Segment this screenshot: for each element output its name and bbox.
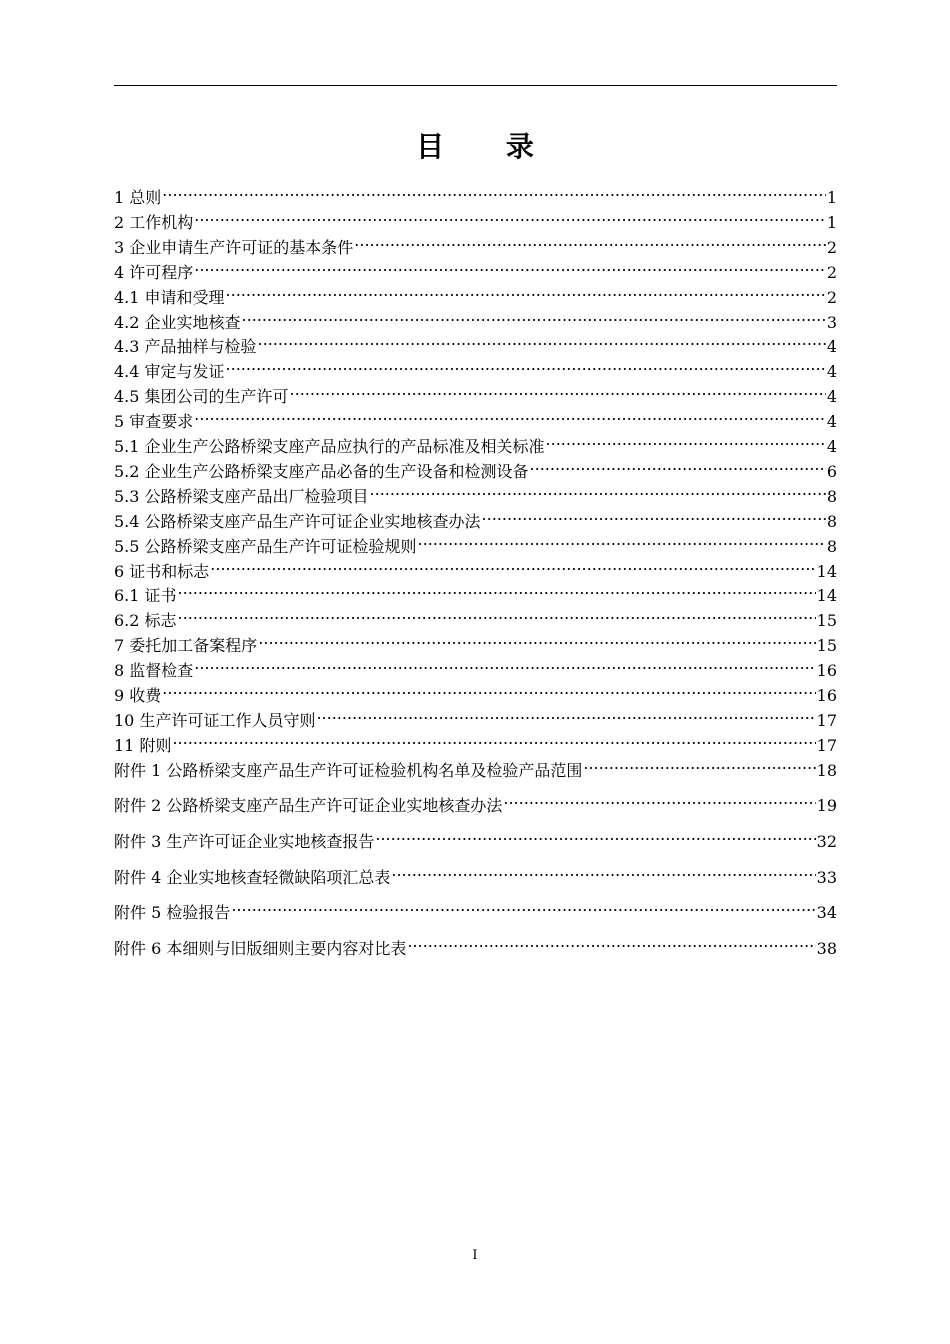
toc-entry-page: 2 xyxy=(826,237,837,257)
toc-entry-page: 4 xyxy=(826,412,837,432)
toc-entry-label: 附件 2 公路桥梁支座产品生产许可证企业实地核查办法 xyxy=(114,796,503,816)
toc-entry-label: 5.4 公路桥梁支座产品生产许可证企业实地核查办法 xyxy=(114,511,481,531)
toc-entry[interactable] xyxy=(114,929,837,958)
toc-entry-label: 附件 6 本细则与旧版细则主要内容对比表 xyxy=(114,938,407,958)
toc-dot-leader xyxy=(242,303,826,328)
toc-entry-page: 32 xyxy=(816,831,837,851)
toc-entry-label: 4 许可程序 xyxy=(114,262,194,282)
toc-entry-label: 8 监督检查 xyxy=(114,661,194,681)
toc-entry-page: 33 xyxy=(816,867,837,887)
toc-entry[interactable] xyxy=(114,278,837,307)
toc-entry-label: 4.3 产品抽样与检验 xyxy=(114,337,257,357)
toc-dot-leader xyxy=(194,402,826,427)
toc-entry[interactable] xyxy=(114,552,837,581)
page-number: I xyxy=(472,1248,478,1263)
toc-dot-leader xyxy=(226,352,826,377)
toc-entry[interactable] xyxy=(114,527,837,556)
toc-entry-label: 6.1 证书 xyxy=(114,586,177,606)
toc-entry-page: 14 xyxy=(816,586,837,606)
toc-entry-label: 5 审查要求 xyxy=(114,412,194,432)
page-title: 目 录 xyxy=(416,130,560,163)
toc-entry-page: 15 xyxy=(816,636,837,656)
toc-entry-label: 5.5 公路桥梁支座产品生产许可证检验规则 xyxy=(114,536,417,556)
toc-entry[interactable] xyxy=(114,402,837,432)
header-rule xyxy=(114,85,837,86)
toc-entry[interactable] xyxy=(114,626,837,656)
toc-entry-page: 18 xyxy=(816,760,837,780)
toc-dot-leader xyxy=(162,676,815,701)
toc-entry-page: 1 xyxy=(826,212,837,232)
toc-entry[interactable] xyxy=(114,676,837,705)
toc-entry[interactable] xyxy=(114,253,837,282)
toc-dot-leader xyxy=(418,527,826,552)
toc-dot-leader xyxy=(316,701,815,726)
toc-dot-leader xyxy=(226,278,826,303)
toc-entry[interactable] xyxy=(114,576,837,606)
toc-entry-page: 14 xyxy=(816,561,837,581)
toc-dot-leader xyxy=(172,726,815,751)
toc-entry-label: 3 企业申请生产许可证的基本条件 xyxy=(114,237,354,257)
toc-entry-page: 4 xyxy=(826,437,837,456)
toc-entry[interactable] xyxy=(114,502,837,531)
toc-entry-page: 8 xyxy=(826,536,837,556)
toc-entry-page: 15 xyxy=(816,611,837,631)
toc-entry[interactable] xyxy=(114,726,837,755)
toc-entry-label: 4.2 企业实地核查 xyxy=(114,312,241,332)
toc-entry-page: 2 xyxy=(826,287,837,307)
toc-entry-label: 5.1 企业生产公路桥梁支座产品应执行的产品标准及相关标准 xyxy=(114,437,545,456)
toc-entry-label: 附件 4 企业实地核查轻微缺陷项汇总表 xyxy=(114,867,391,887)
toc-dot-leader xyxy=(482,502,826,527)
toc-dot-leader xyxy=(370,477,826,502)
toc-dot-leader xyxy=(546,427,826,452)
toc-entry-page: 8 xyxy=(826,511,837,531)
toc-entry-page: 16 xyxy=(816,686,837,705)
toc-entry-page: 6 xyxy=(826,461,837,481)
toc-dot-leader xyxy=(162,178,826,203)
toc-entry-label: 4.5 集团公司的生产许可 xyxy=(114,387,289,407)
toc-entry-page: 2 xyxy=(826,262,837,282)
toc-dot-leader xyxy=(583,751,815,776)
toc-entry[interactable] xyxy=(114,651,837,681)
toc-entry[interactable] xyxy=(114,203,837,232)
toc-dot-leader xyxy=(178,601,816,626)
toc-entry[interactable] xyxy=(114,822,837,851)
toc-entry[interactable] xyxy=(114,352,837,382)
toc-dot-leader xyxy=(194,203,826,228)
toc-entry-label: 6 证书和标志 xyxy=(114,561,210,581)
toc-entry[interactable] xyxy=(114,701,837,730)
toc-entry-page: 4 xyxy=(826,337,837,357)
toc-dot-leader xyxy=(210,552,815,577)
toc-entry-label: 5.2 企业生产公路桥梁支座产品必备的生产设备和检测设备 xyxy=(114,461,529,481)
toc-entry-label: 4.4 审定与发证 xyxy=(114,362,225,382)
toc-entry-page: 38 xyxy=(816,938,837,958)
toc-entry-page: 3 xyxy=(826,312,837,332)
toc-entry-label: 附件 5 检验报告 xyxy=(114,903,231,923)
toc-entry-page: 1 xyxy=(826,188,837,207)
toc-entry[interactable] xyxy=(114,477,837,506)
toc-entry-page: 8 xyxy=(826,486,837,506)
toc-entry[interactable] xyxy=(114,452,837,481)
toc-entry-label: 附件 3 生产许可证企业实地核查报告 xyxy=(114,831,375,851)
toc-entry-label: 10 生产许可证工作人员守则 xyxy=(114,710,316,730)
toc-entry-label: 11 附则 xyxy=(114,735,172,755)
toc-entry-page: 17 xyxy=(816,735,837,755)
toc-entry-label: 9 收费 xyxy=(114,686,162,705)
toc-entry[interactable] xyxy=(114,178,837,207)
toc-entry-page: 19 xyxy=(816,796,837,816)
toc-entry[interactable] xyxy=(114,858,837,887)
toc-entry-label: 2 工作机构 xyxy=(114,212,194,232)
toc-entry-label: 4.1 申请和受理 xyxy=(114,287,225,307)
toc-dot-leader xyxy=(391,858,815,883)
toc-entry[interactable] xyxy=(114,751,837,780)
toc-entry[interactable] xyxy=(114,327,837,357)
toc-dot-leader xyxy=(194,651,815,676)
toc-dot-leader xyxy=(375,822,815,847)
toc-dot-leader xyxy=(258,327,826,352)
toc-dot-leader xyxy=(290,377,826,402)
toc-entry[interactable] xyxy=(114,893,837,923)
toc-entry-page: 4 xyxy=(826,387,837,407)
toc-entry[interactable] xyxy=(114,228,837,257)
toc-dot-leader xyxy=(178,576,816,601)
toc-dot-leader xyxy=(530,452,826,477)
toc-entry-page: 34 xyxy=(816,903,837,923)
toc-entry-label: 附件 1 公路桥梁支座产品生产许可证检验机构名单及检验产品范围 xyxy=(114,760,583,780)
toc-dot-leader xyxy=(194,253,826,278)
toc-entry[interactable] xyxy=(114,427,837,456)
toc-entry[interactable] xyxy=(114,786,837,816)
toc-dot-leader xyxy=(354,228,826,253)
toc-dot-leader xyxy=(231,893,815,918)
toc-entry[interactable] xyxy=(114,601,837,631)
toc-entry-label: 5.3 公路桥梁支座产品出厂检验项目 xyxy=(114,486,369,506)
toc-entry-label: 6.2 标志 xyxy=(114,611,177,631)
toc-dot-leader xyxy=(407,929,815,954)
toc-entry-page: 17 xyxy=(816,710,837,730)
toc-entry-page: 16 xyxy=(816,661,837,681)
toc-entry-label: 1 总则 xyxy=(114,188,162,207)
toc-entry-label: 7 委托加工备案程序 xyxy=(114,636,258,656)
toc-entry[interactable] xyxy=(114,303,837,332)
toc-entry-page: 4 xyxy=(826,362,837,382)
toc-entry[interactable] xyxy=(114,377,837,407)
toc-dot-leader xyxy=(258,626,815,651)
toc-dot-leader xyxy=(503,786,815,811)
